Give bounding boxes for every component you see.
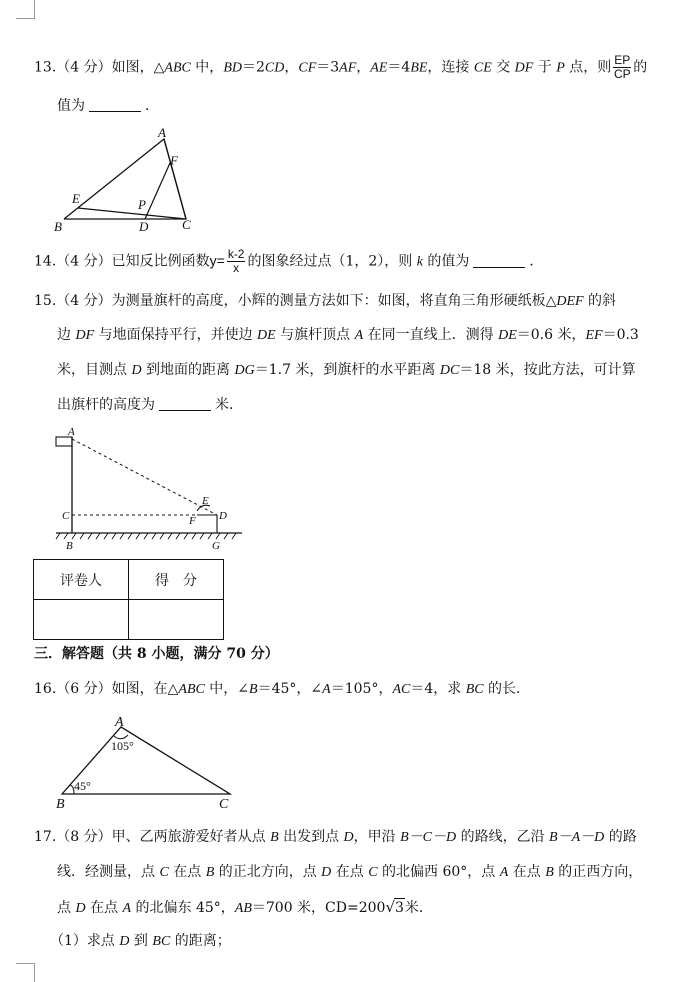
q15-label-c: C — [62, 510, 70, 522]
q17-line2: 线．经测量，点 C 在点 B 的正北方向，点 D 在点 C 的北偏西 60°，点 A 在点 B 的正西方向， — [57, 864, 643, 880]
q16-label-c: C — [219, 797, 229, 812]
q16-angle-a: 105° — [111, 739, 134, 753]
grade-header-grader: 评卷人 — [34, 560, 129, 600]
q16-triangle-figure — [52, 712, 242, 812]
q15-answer-blank[interactable] — [159, 397, 211, 411]
q13-label-c: C — [182, 217, 191, 232]
q13-line2: 值为 ． — [57, 98, 159, 114]
q13-line1: 13.（4 分）如图，△ABC 中，BD＝2CD，CF＝3AF，AE＝4BE，连接 CE 交 DF 于 P 点，则 $\frac{EP}{CP}$ 的 — [34, 53, 648, 81]
sqrt-symbol: √ — [385, 898, 395, 916]
q13-label-e: E — [72, 191, 80, 206]
q14-line: 14.（4 分）已知反比例函数y= $\frac{k-2}{x}$ 的图象经过点（1，2），则 k 的值为 ． — [34, 247, 544, 275]
q13-triangle-figure — [50, 125, 200, 235]
grade-table — [33, 559, 224, 640]
q15-label-e: E — [202, 495, 209, 507]
corner-mark-bottom — [16, 963, 35, 982]
q13-label-p: P — [138, 197, 146, 212]
q13-label-f: F — [170, 153, 178, 168]
q15-flagpole-figure — [52, 425, 247, 555]
q15-line3: 米，目测点 D 到地面的距离 DG＝1.7 米，到旗杆的水平距离 DC＝18 米，按此方法，可计算 — [57, 362, 636, 378]
q14-fraction: $\frac{k-2}{x}$ — [227, 247, 245, 275]
corner-mark-top — [16, 0, 35, 19]
q14-answer-blank[interactable] — [473, 254, 525, 268]
q15-line2: 边 DF 与地面保持平行，并使边 DE 与旗杆顶点 A 在同一直线上．测得 DE＝0.6 米，EF＝0.3 — [57, 327, 639, 343]
q15-label-b: B — [66, 540, 73, 552]
q15-label-g: G — [212, 540, 220, 552]
q15-label-f: F — [189, 515, 196, 527]
q16-line: 16.（6 分）如图，在△ABC 中，∠B＝45°，∠A＝105°，AC＝4，求 BC 的长． — [34, 681, 531, 697]
q17-sub1: （1）求点 D 到 BC 的距离； — [50, 933, 231, 949]
section-3-heading: 三．解答题（共 8 小题，满分 70 分） — [34, 646, 279, 662]
q15-label-a: A — [68, 426, 75, 438]
grade-header-score: 得 分 — [129, 560, 224, 600]
q15-label-d: D — [219, 510, 227, 522]
q13-label-d: D — [139, 219, 149, 234]
q15-line1: 15.（4 分）为测量旗杆的高度，小辉的测量方法如下：如图，将直角三角形硬纸板△DEF 的斜 — [34, 293, 617, 309]
q13-label-a: A — [158, 125, 166, 140]
q13-label-b: B — [54, 219, 62, 234]
q16-label-b: B — [56, 797, 65, 812]
q16-label-a: A — [115, 715, 124, 730]
grade-cell-grader[interactable] — [34, 600, 129, 640]
q13-fraction: $\frac{EP}{CP}$ — [613, 53, 631, 81]
grade-cell-score[interactable] — [129, 600, 224, 640]
q17-line1: 17.（8 分）甲、乙两旅游爱好者从点 B 出发到点 D，甲沿 B－C－D 的路线，乙沿 B－A－D 的路 — [34, 829, 637, 845]
q16-angle-b: 45° — [74, 779, 91, 793]
q17-line3: 点 D 在点 A 的北偏东 45°，AB＝700 米，CD=200√3米． — [57, 898, 433, 916]
q15-line4: 出旗杆的高度为 米． — [57, 397, 243, 413]
q13-answer-blank[interactable] — [89, 98, 141, 112]
